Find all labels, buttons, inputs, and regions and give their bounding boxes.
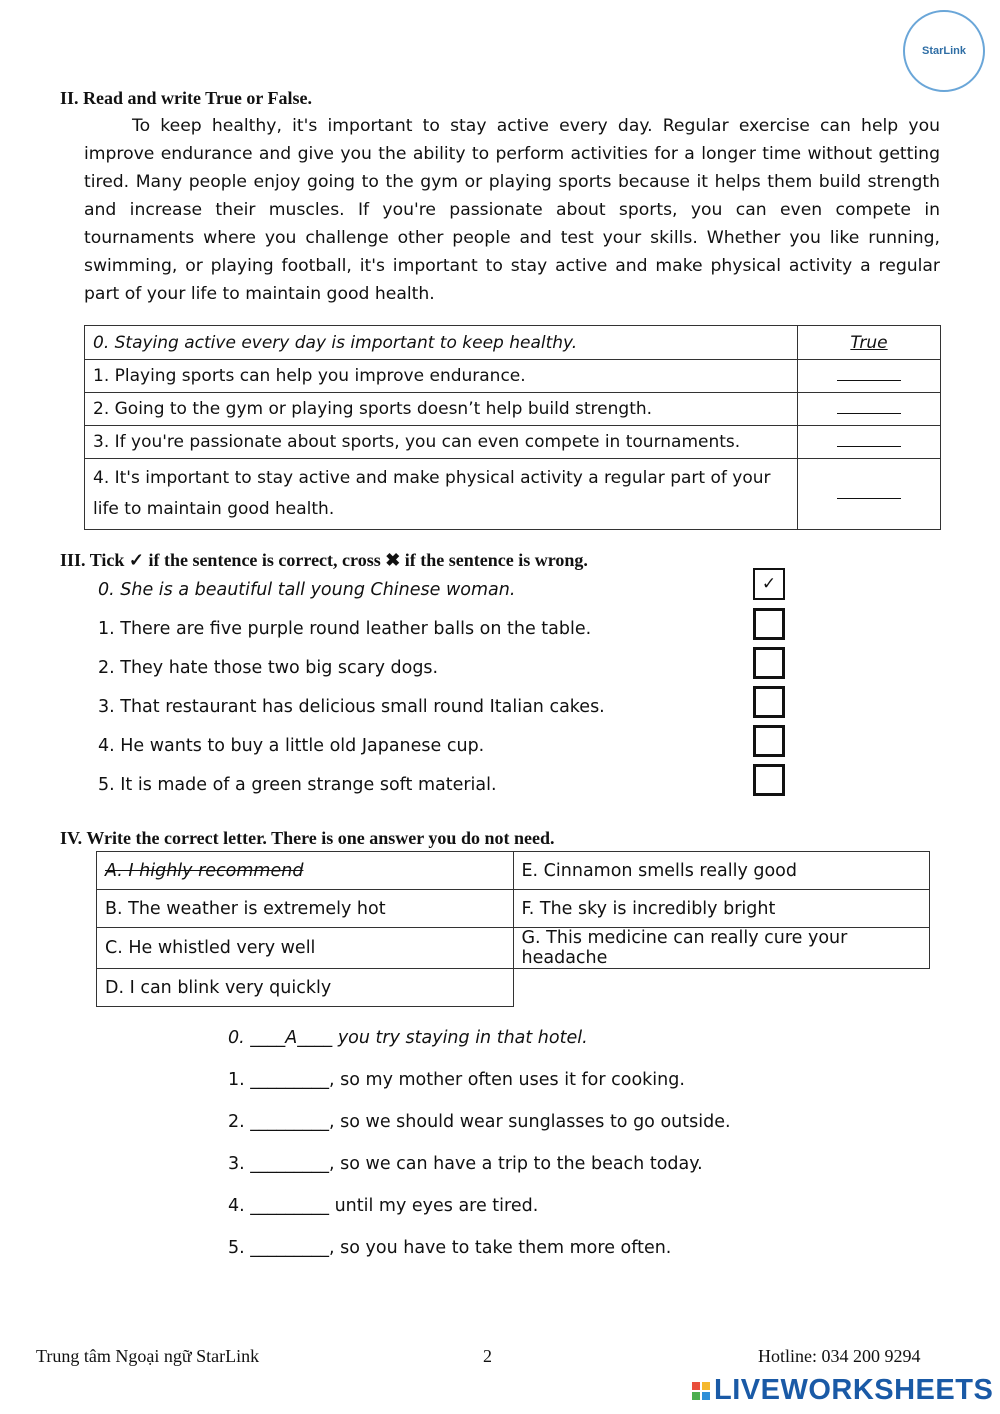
checkbox-2[interactable] <box>753 647 785 679</box>
brand-text: LIVEWORKSHEETS <box>714 1374 994 1406</box>
example-suffix: ____ you try staying in that hotel. <box>297 1028 588 1048</box>
table-row <box>97 890 930 928</box>
section2-heading: II. Read and write True or False. <box>60 88 312 108</box>
option-g: G. This medicine can really cure your headache <box>513 928 930 969</box>
statement: 3. If you're passionate about sports, you can even compete in tournaments. <box>85 426 798 459</box>
empty-cell <box>513 969 930 1007</box>
table-row <box>97 969 930 1007</box>
sentence-3: 3. That restaurant has delicious small round Italian cakes. <box>98 697 605 717</box>
question-5[interactable]: 5. _________, so you have to take them more often. <box>228 1238 672 1258</box>
example-question <box>228 1028 588 1048</box>
starlink-logo <box>903 10 985 92</box>
footer-center-name: Trung tâm Ngoại ngữ StarLink <box>36 1346 260 1366</box>
answer-blank[interactable] <box>837 399 901 414</box>
reading-passage <box>84 112 940 308</box>
question-4[interactable]: 4. _________ until my eyes are tired. <box>228 1196 539 1216</box>
answer-cell[interactable] <box>798 360 941 393</box>
footer-hotline: Hotline: 034 200 9294 <box>758 1346 921 1366</box>
statement: 1. Playing sports can help you improve endurance. <box>85 360 798 393</box>
answer-cell[interactable] <box>798 459 941 530</box>
checkmark-icon: ✓ <box>761 574 777 594</box>
option-f: F. The sky is incredibly bright <box>513 890 930 928</box>
answer-blank[interactable] <box>837 484 901 499</box>
true-false-table <box>84 325 941 530</box>
sentence-5: 5. It is made of a green strange soft material. <box>98 775 497 795</box>
table-row <box>85 326 941 360</box>
answer-cell <box>798 326 941 360</box>
checkbox-4[interactable] <box>753 725 785 757</box>
table-row <box>85 393 941 426</box>
example-answer: A <box>285 1028 298 1048</box>
answer-blank[interactable] <box>837 366 901 381</box>
table-row <box>85 360 941 393</box>
option-a-text: A. I highly recommend <box>105 860 304 881</box>
statement: 0. Staying active every day is important to keep healthy. <box>85 326 798 360</box>
table-row <box>85 459 941 530</box>
section3-heading: III. Tick ✓ if the sentence is correct, cross ✖ if the sentence is wrong. <box>60 550 588 570</box>
statement: 2. Going to the gym or playing sports doesn’t help build strength. <box>85 393 798 426</box>
option-c: C. He whistled very well <box>97 928 514 969</box>
question-2[interactable]: 2. _________, so we should wear sunglasses to go outside. <box>228 1112 731 1132</box>
answer-blank[interactable] <box>837 432 901 447</box>
answer-cell[interactable] <box>798 393 941 426</box>
logo-text: StarLink <box>921 45 966 57</box>
example-prefix: 0. ____ <box>228 1028 286 1048</box>
checkbox-3[interactable] <box>753 686 785 718</box>
checkbox-0 <box>753 568 785 600</box>
question-3[interactable]: 3. _________, so we can have a trip to the beach today. <box>228 1154 703 1174</box>
sentence-4: 4. He wants to buy a little old Japanese cup. <box>98 736 485 756</box>
sentence-1: 1. There are five purple round leather balls on the table. <box>98 619 592 639</box>
passage-text: To keep healthy, it's important to stay active every day. Regular exercise can help you improve endurance and give you the ability to perform activities for a longer time without getting tired. Many people enjoy going to the gym or playing sports because it helps them build strength and increase their muscles. If you're passionate about sports, you can even compete in tournaments where you challenge other people and test your skills. Whether you like running, swimming, or playing football, it's important to stay active and make physical activity a regular part of your life to maintain good health. <box>84 116 940 304</box>
liveworksheets-brand[interactable] <box>692 1374 993 1407</box>
options-table <box>96 851 930 1007</box>
sentence-0: 0. She is a beautiful tall young Chinese woman. <box>98 580 516 600</box>
statement: 4. It's important to stay active and make physical activity a regular part of your life to maintain good health. <box>85 459 798 530</box>
answer-example: True <box>850 332 888 353</box>
sentence-2: 2. They hate those two big scary dogs. <box>98 658 439 678</box>
answer-cell[interactable] <box>798 426 941 459</box>
section4-heading: IV. Write the correct letter. There is one answer you do not need. <box>60 828 555 848</box>
option-a <box>97 852 514 890</box>
option-e: E. Cinnamon smells really good <box>513 852 930 890</box>
option-b: B. The weather is extremely hot <box>97 890 514 928</box>
liveworksheets-logo-icon <box>692 1382 710 1400</box>
option-d: D. I can blink very quickly <box>97 969 514 1007</box>
table-row <box>97 928 930 969</box>
table-row <box>85 426 941 459</box>
question-1[interactable]: 1. _________, so my mother often uses it for cooking. <box>228 1070 685 1090</box>
table-row <box>97 852 930 890</box>
checkbox-5[interactable] <box>753 764 785 796</box>
checkbox-1[interactable] <box>753 608 785 640</box>
page-number: 2 <box>483 1346 492 1366</box>
